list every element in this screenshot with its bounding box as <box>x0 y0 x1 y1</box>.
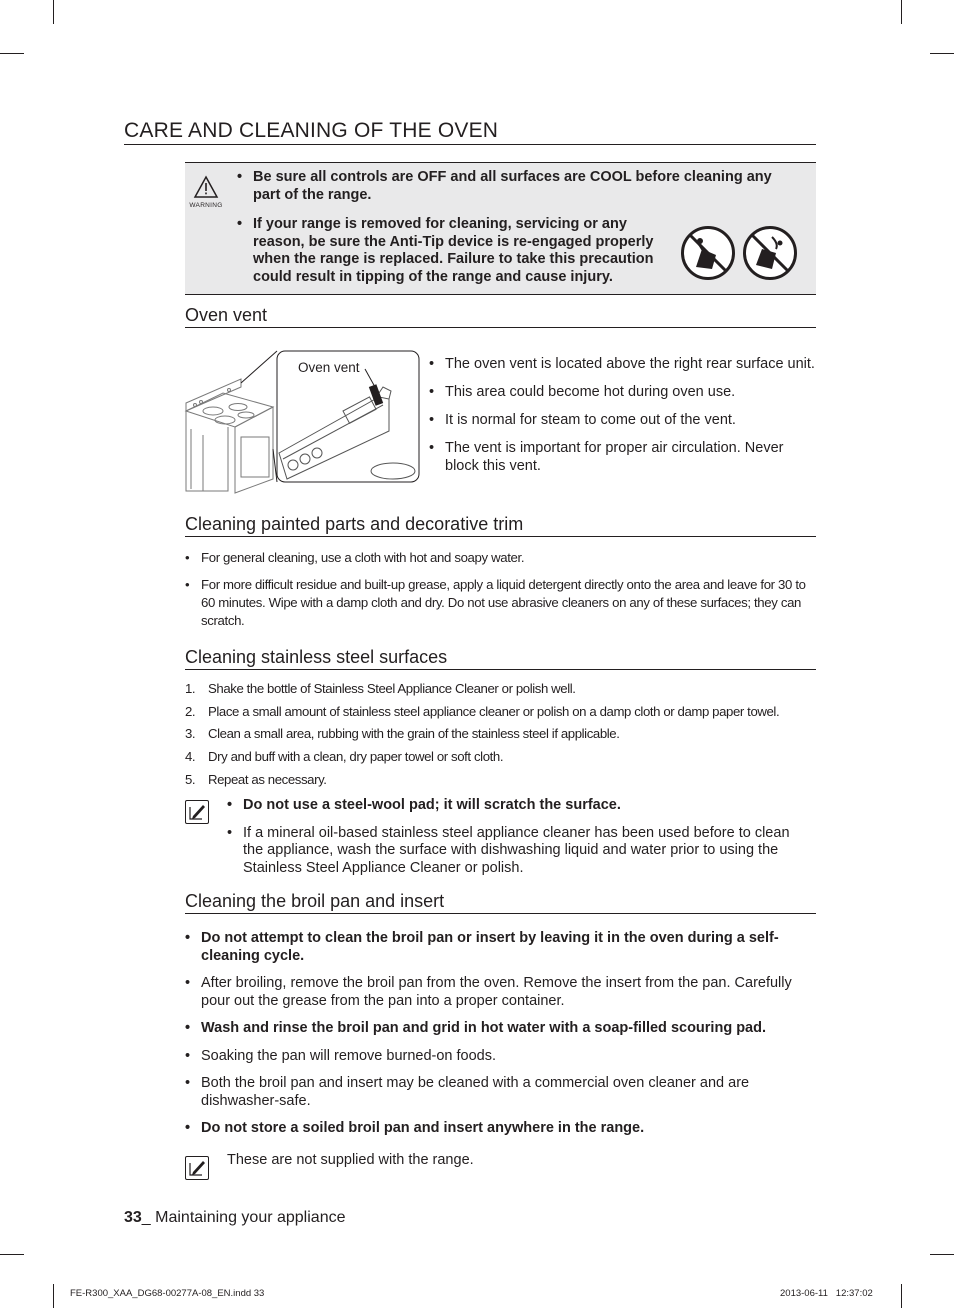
painted-list <box>185 549 817 630</box>
note-pencil-icon <box>185 800 209 824</box>
list-item: • The oven vent is located above the right rear surface unit. <box>429 356 815 372</box>
no-tipping-icon <box>742 225 798 281</box>
note-pencil-icon <box>185 1156 209 1180</box>
broil-note-text: These are not supplied with the range. <box>227 1152 474 1168</box>
list-item: • Soaking the pan will remove burned-on foods. <box>185 1047 497 1064</box>
broil-list <box>185 930 800 1138</box>
section-rule <box>185 669 816 670</box>
crop-mark <box>901 0 902 24</box>
list-item: • Do not attempt to clean the broil pan or insert by leaving it in the oven during a self-cleaning cycle. <box>185 930 779 964</box>
step-item: 3. Clean a small area, rubbing with the grain of the stainless steel if applicable. <box>185 726 620 742</box>
list-item: • This area could become hot during oven use. <box>429 384 736 400</box>
section-rule <box>185 536 816 537</box>
list-item: • Wash and rinse the broil pan and grid in hot water with a soap-filled scouring pad. <box>185 1020 767 1036</box>
step-item: 4. Dry and buff with a clean, dry paper towel or soft cloth. <box>185 749 504 765</box>
list-item: • After broiling, remove the broil pan from the oven. Remove the insert from the pan. Carefully pour out the grease from the pan into a proper container. <box>185 975 792 1009</box>
oven-vent-callout-label: Oven vent <box>298 360 360 375</box>
list-item: • Do not store a soiled broil pan and insert anywhere in the range. <box>185 1120 645 1136</box>
warning-box <box>185 162 816 295</box>
page-title: CARE AND CLEANING OF THE OVEN <box>124 119 499 142</box>
section-rule <box>185 327 816 328</box>
warning-triangle-icon <box>193 175 219 199</box>
page-number: 33 <box>124 1209 142 1226</box>
step-item: 5. Repeat as necessary. <box>185 771 327 787</box>
footer-section: _ Maintaining your appliance <box>141 1209 346 1226</box>
title-rule <box>124 144 816 145</box>
warning-item: • If your range is removed for cleaning, servicing or any reason, be sure the Anti-Tip device is re-engaged properly when the range is replaced. Failure to take this precaution could result in tipping of the range and cause injury. <box>237 216 654 285</box>
crop-mark <box>930 1254 954 1255</box>
warning-badge <box>188 175 224 209</box>
crop-mark <box>930 53 954 54</box>
list-item: • For general cleaning, use a cloth with hot and soapy water. <box>185 550 525 565</box>
crop-mark <box>53 0 54 24</box>
no-tipping-icon <box>680 225 736 281</box>
note-item: • Do not use a steel-wool pad; it will scratch the surface. <box>227 797 621 813</box>
section-heading-painted: Cleaning painted parts and decorative trim <box>185 514 524 534</box>
crop-mark <box>53 1284 54 1308</box>
section-heading-broil: Cleaning the broil pan and insert <box>185 891 445 911</box>
crop-mark <box>901 1284 902 1308</box>
page-footer <box>124 1209 345 1227</box>
footer-timestamp: 2013-06-11 12:37:02 <box>780 1288 873 1299</box>
warning-label: WARNING <box>189 202 223 209</box>
stainless-steps <box>185 680 825 793</box>
list-item: • Both the broil pan and insert may be cleaned with a commercial oven cleaner and are dishwasher-safe. <box>185 1075 750 1109</box>
section-heading-stainless: Cleaning stainless steel surfaces <box>185 647 448 667</box>
stainless-note-list <box>227 797 802 877</box>
step-item: 2. Place a small amount of stainless steel appliance cleaner or polish on a damp cloth or damp paper towel. <box>185 703 780 719</box>
section-heading-oven-vent: Oven vent <box>185 305 268 325</box>
warning-item: • Be sure all controls are OFF and all surfaces are COOL before cleaning any part of the range. <box>237 169 772 203</box>
list-item: • It is normal for steam to come out of the vent. <box>429 412 736 428</box>
section-rule <box>185 913 816 914</box>
oven-vent-list <box>429 356 824 475</box>
crop-mark <box>0 53 24 54</box>
step-item: 1. Shake the bottle of Stainless Steel Appliance Cleaner or polish well. <box>185 681 576 696</box>
list-item: • The vent is important for proper air circulation. Never block this vent. <box>429 440 784 474</box>
note-item: • If a mineral oil-based stainless steel appliance cleaner has been used before to clean the appliance, wash the surface with dishwashing liquid and water prior to using the Stainless Steel Appliance Cleaner or polish. <box>227 824 790 876</box>
crop-mark <box>0 1254 24 1255</box>
footer-file: FE-R300_XAA_DG68-00277A-08_EN.indd 33 <box>70 1288 265 1299</box>
list-item: • For more difficult residue and built-up grease, apply a liquid detergent directly onto the area and leave for 30 to 60 minutes. Wipe with a damp cloth and dry. Do not use abrasive cleaners on any of these surfaces; they can scratch. <box>185 577 806 628</box>
